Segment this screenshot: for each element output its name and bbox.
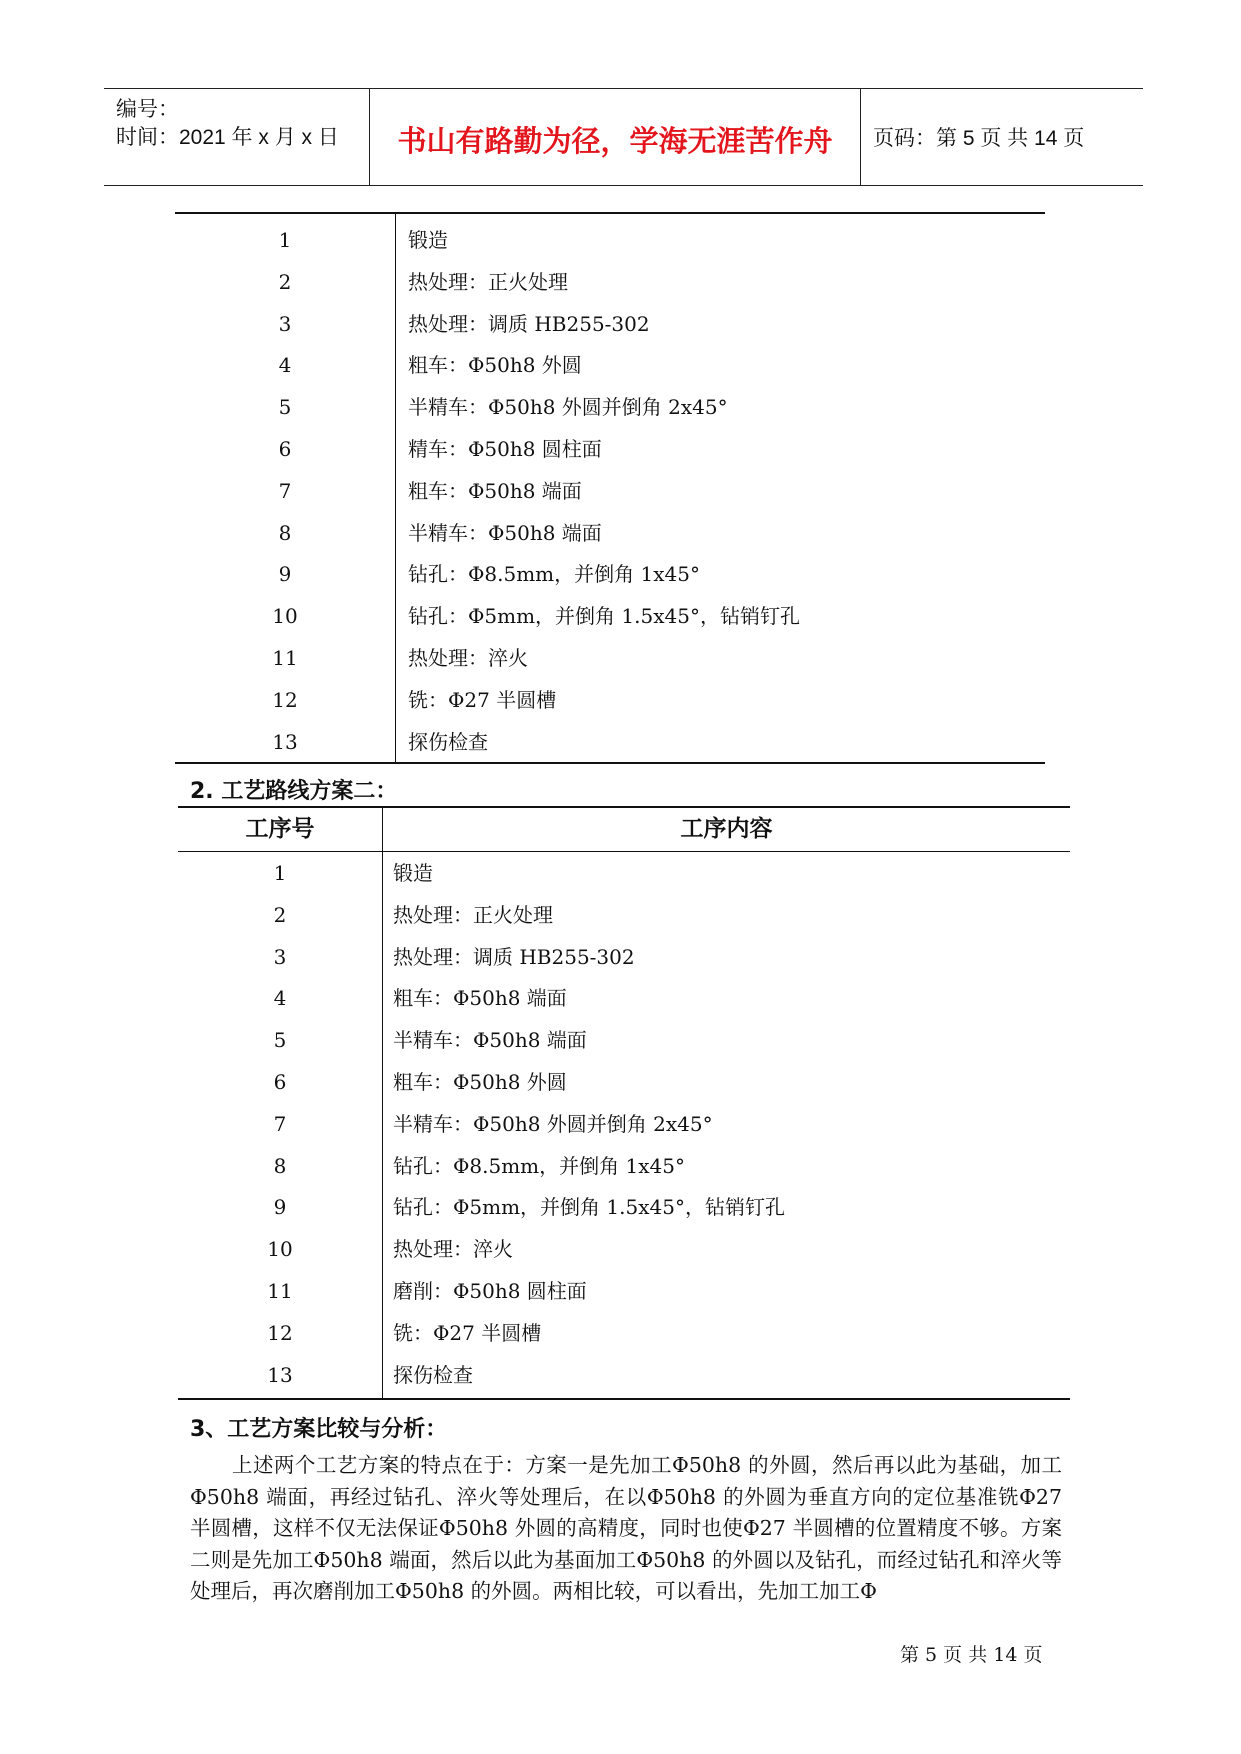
table-row <box>175 637 1045 679</box>
table-row <box>175 386 1045 428</box>
date-label: 时间：2021 年 x 月 x 日 <box>116 126 339 149</box>
table-row <box>175 512 1045 554</box>
step-number: 9 <box>278 562 292 587</box>
step-content: 半精车：Φ50h8 端面 <box>408 520 602 545</box>
step-content: 铣：Φ27 半圆槽 <box>408 687 557 712</box>
step-number: 11 <box>272 646 298 670</box>
page-header <box>104 88 1143 186</box>
step-content: 钻孔：Φ5mm，并倒角 1.5x45°，钻销钉孔 <box>408 604 800 629</box>
step-content: 粗车：Φ50h8 外圆 <box>408 353 582 378</box>
step-number: 4 <box>273 986 287 1011</box>
route2-heading: 2. 工艺路线方案二： <box>190 779 398 804</box>
table-row <box>175 261 1045 303</box>
step-content: 探伤检查 <box>408 729 488 754</box>
serial-label: 编号： <box>116 98 179 121</box>
step-content: 热处理：正火处理 <box>393 902 553 927</box>
analysis-heading: 3、工艺方案比较与分析： <box>190 1417 448 1442</box>
step-number: 13 <box>267 1362 293 1387</box>
step-content: 钻孔：Φ8.5mm，并倒角 1x45° <box>393 1153 685 1178</box>
col-header-content: 工序内容 <box>680 816 773 842</box>
table-row <box>178 1312 1070 1354</box>
table-row <box>175 428 1045 470</box>
step-content: 热处理：淬火 <box>408 646 528 670</box>
step-number: 2 <box>273 902 287 927</box>
step-number: 2 <box>278 269 292 294</box>
step-content: 粗车：Φ50h8 端面 <box>393 986 567 1011</box>
step-content: 粗车：Φ50h8 外圆 <box>393 1070 567 1094</box>
table-bottom-rule <box>178 1398 1070 1400</box>
table-row <box>178 1354 1070 1396</box>
step-number: 4 <box>278 353 292 378</box>
step-number: 7 <box>278 478 292 503</box>
table-row <box>178 1186 1070 1228</box>
step-content: 半精车：Φ50h8 外圆并倒角 2x45° <box>393 1111 713 1136</box>
table-row <box>175 470 1045 512</box>
table-row <box>175 553 1045 595</box>
table-row <box>175 303 1045 345</box>
step-number: 10 <box>272 604 298 629</box>
table-row <box>175 679 1045 721</box>
table-top-rule <box>175 212 1045 214</box>
step-number: 8 <box>273 1153 287 1178</box>
step-number: 9 <box>273 1195 287 1220</box>
table-row <box>178 1103 1070 1145</box>
step-content: 精车：Φ50h8 圆柱面 <box>408 437 602 461</box>
step-content: 半精车：Φ50h8 端面 <box>393 1028 587 1053</box>
step-content: 磨削：Φ50h8 圆柱面 <box>393 1279 587 1303</box>
col-header-no: 工序号 <box>245 816 315 842</box>
table-row <box>178 1145 1070 1187</box>
table-row <box>175 721 1045 763</box>
step-number: 10 <box>267 1237 293 1262</box>
header-meta <box>104 89 370 185</box>
step-number: 1 <box>273 861 287 885</box>
step-content: 热处理：调质 HB255-302 <box>408 311 650 336</box>
step-number: 6 <box>273 1070 287 1094</box>
step-content: 热处理：调质 HB255-302 <box>393 944 635 969</box>
step-number: 8 <box>278 520 292 545</box>
route2-table <box>178 806 1070 1400</box>
route1-table <box>175 212 1045 764</box>
step-number: 7 <box>273 1111 287 1136</box>
table-row <box>178 1061 1070 1103</box>
step-content: 锻造 <box>393 861 433 885</box>
header-motto: 书山有路勤为径，学海无涯苦作舟 <box>397 124 833 158</box>
step-number: 12 <box>272 687 298 712</box>
step-content: 热处理：淬火 <box>393 1237 513 1262</box>
step-content: 粗车：Φ50h8 端面 <box>408 478 582 503</box>
step-number: 11 <box>267 1279 293 1303</box>
step-number: 13 <box>272 729 298 754</box>
step-number: 3 <box>273 944 287 969</box>
table-row <box>178 894 1070 936</box>
step-number: 1 <box>278 228 292 252</box>
table-row <box>178 1270 1070 1312</box>
page-footer: 第 5 页 共 14 页 <box>900 1644 1043 1666</box>
step-content: 铣：Φ27 半圆槽 <box>393 1320 542 1345</box>
header-page-cell <box>861 89 1143 185</box>
step-number: 5 <box>278 395 292 420</box>
step-content: 钻孔：Φ5mm，并倒角 1.5x45°，钻销钉孔 <box>393 1195 785 1220</box>
step-content: 钻孔：Φ8.5mm，并倒角 1x45° <box>408 562 700 587</box>
table-row <box>178 977 1070 1019</box>
step-number: 3 <box>278 311 292 336</box>
header-motto-cell <box>370 89 861 185</box>
table-row <box>175 219 1045 261</box>
table-row <box>178 852 1070 894</box>
step-number: 12 <box>267 1320 293 1345</box>
table-row <box>178 1228 1070 1270</box>
step-number: 6 <box>278 437 292 461</box>
table-row <box>175 344 1045 386</box>
step-content: 锻造 <box>408 228 448 252</box>
table-row <box>178 936 1070 978</box>
header-page-label: 页码：第 5 页 共 14 页 <box>873 127 1085 150</box>
step-content: 探伤检查 <box>393 1362 473 1387</box>
analysis-paragraph: 上述两个工艺方案的特点在于：方案一是先加工Φ50h8 的外圆，然后再以此为基础，加工Φ50h8 端面，再经过钻孔、淬火等处理后，在以Φ50h8 的外圆为垂直方向的定位基准铣Φ27 半圆槽，这样不仅无法保证Φ50h8 外圆的高精度，同时也使Φ27 半圆槽的位置精度不够。方案二则是先加工Φ50h8 端面，然后以此为基面加工Φ50h8 的外圆以及钻孔，而经过钻孔和淬火等处理后，再次磨削加工Φ50h8 的外圆。两相比较，可以看出，先加工加工Φ <box>190 1453 1062 1603</box>
table-row <box>175 595 1045 637</box>
step-content: 半精车：Φ50h8 外圆并倒角 2x45° <box>408 395 728 420</box>
table-row <box>178 1019 1070 1061</box>
step-number: 5 <box>273 1028 287 1053</box>
step-content: 热处理：正火处理 <box>408 269 568 294</box>
